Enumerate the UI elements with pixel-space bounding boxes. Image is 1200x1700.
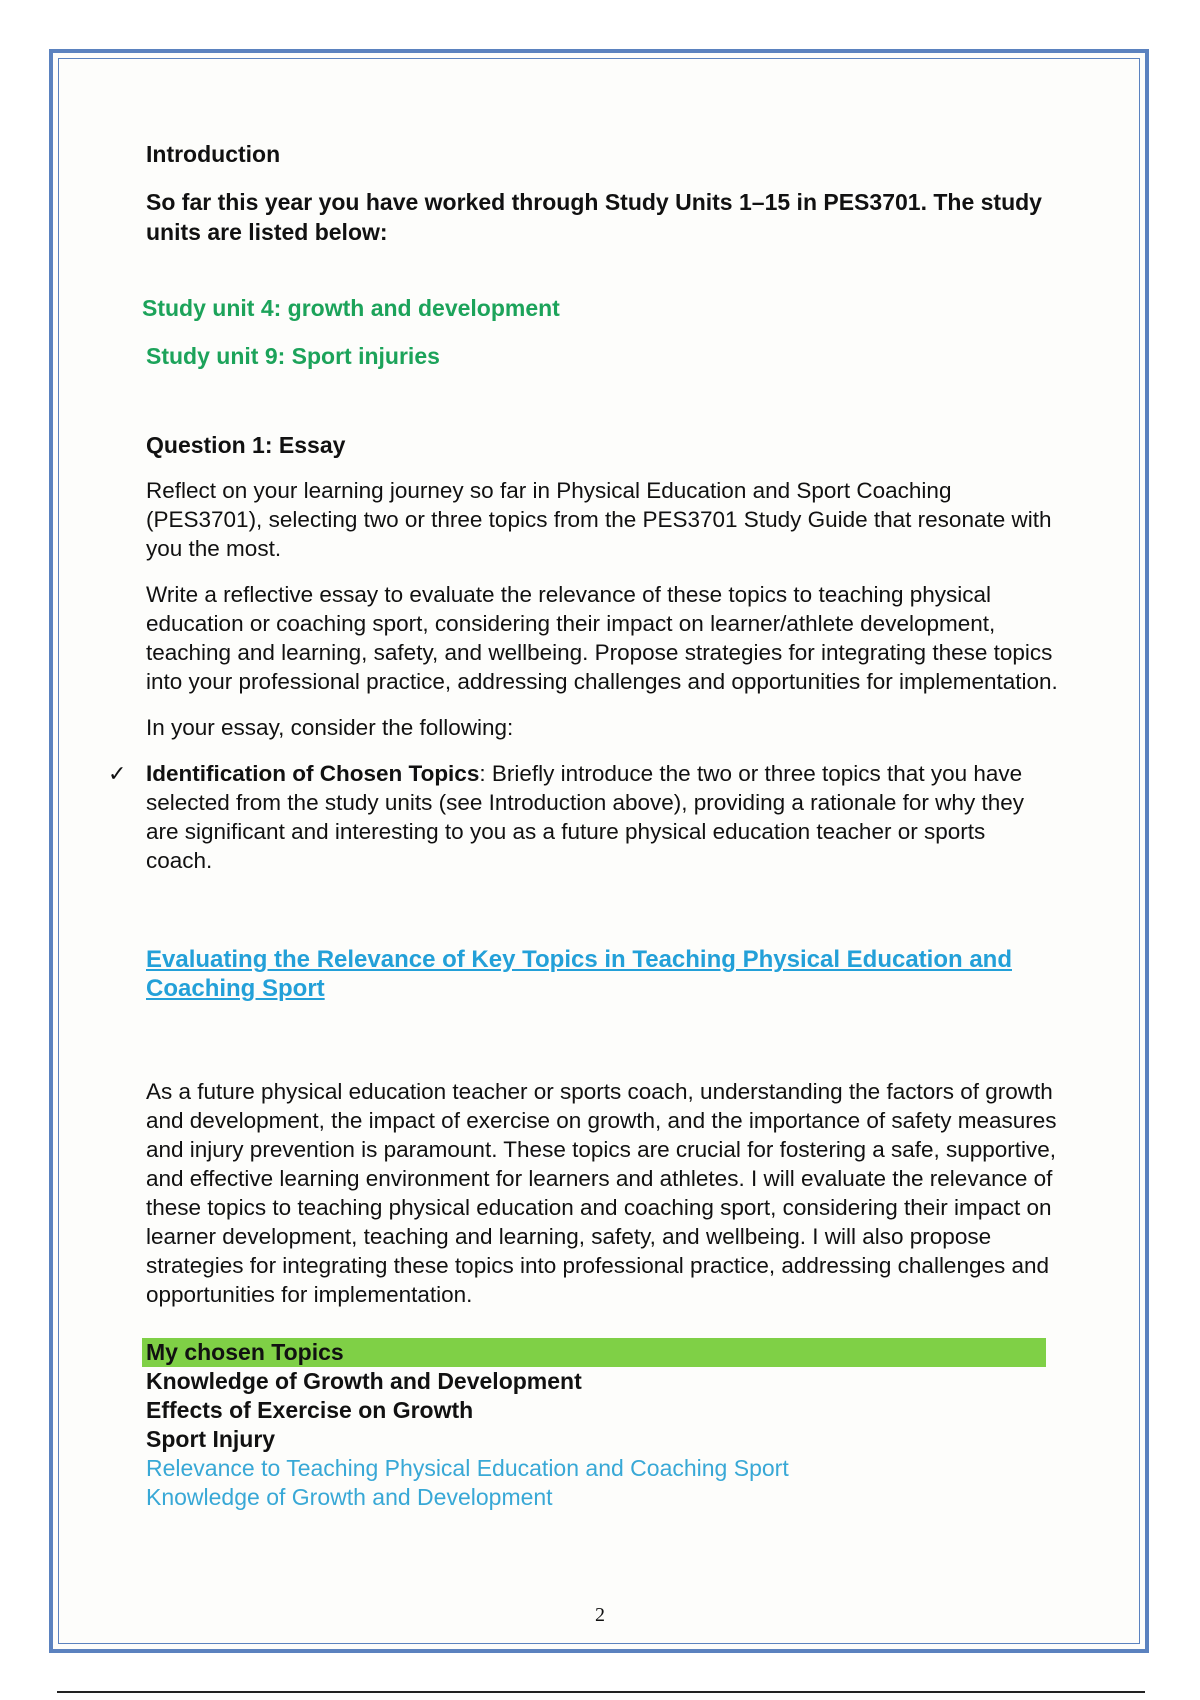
introduction-text: So far this year you have worked through Study Units 1–15 in PES3701. The study units are listed below: bbox=[146, 189, 1042, 245]
checklist-text: : Briefly introduce the two or three topics that you have selected from the study units (see Introduction above), providing a rationale for why they are significant and interesting to you as a future physical education teacher or sports coach. bbox=[146, 761, 1024, 873]
document-body bbox=[108, 140, 1066, 1512]
topic-item: Effects of Exercise on Growth bbox=[146, 1397, 474, 1423]
page-number: 2 bbox=[595, 1604, 605, 1626]
essay-heading-link[interactable]: Evaluating the Relevance of Key Topics in Teaching Physical Education and Coaching Sport bbox=[146, 946, 1012, 1002]
topic-item: Knowledge of Growth and Development bbox=[146, 1368, 582, 1394]
question-paragraph: In your essay, consider the following: bbox=[146, 715, 514, 740]
chosen-topics bbox=[146, 1338, 1066, 1512]
introduction-title: Introduction bbox=[146, 141, 281, 167]
page-separator bbox=[57, 1691, 1145, 1693]
question-paragraph: Write a reflective essay to evaluate the relevance of these topics to teaching physical education or coaching sport, considering their impact on learner/athlete development, teaching and learning, safety, and wellbeing. Propose strategies for integrating these topics into your professional practice, addressing challenges and opportunities for implementation. bbox=[146, 582, 1058, 694]
toc-link-growth[interactable]: Knowledge of Growth and Development bbox=[146, 1484, 553, 1510]
checklist-lead: Identification of Chosen Topics bbox=[146, 761, 480, 786]
study-unit-4: Study unit 4: growth and development bbox=[142, 295, 560, 321]
checklist-item bbox=[108, 759, 1046, 875]
essay-paragraph: As a future physical education teacher or sports coach, understanding the factors of growth and development, the impact of exercise on growth, and the importance of safety measures and injury prevention is paramount. These topics are crucial for fostering a safe, supportive, and effective learning environment for learners and athletes. I will evaluate the relevance of these topics to teaching physical education and coaching sport, considering their impact on learner development, teaching and learning, safety, and wellbeing. I will also propose strategies for integrating these topics into professional practice, addressing challenges and opportunities for implementation. bbox=[146, 1079, 1057, 1307]
topic-item: Sport Injury bbox=[146, 1426, 276, 1452]
study-unit-9: Study unit 9: Sport injuries bbox=[146, 343, 440, 369]
question-paragraph: Reflect on your learning journey so far in Physical Education and Sport Coaching (PES3701), selecting two or three topics from the PES3701 Study Guide that resonate with you the most. bbox=[146, 478, 1052, 561]
chosen-topics-heading: My chosen Topics bbox=[142, 1338, 1046, 1367]
checkmark-icon: ✓ bbox=[108, 761, 127, 786]
toc-link-relevance[interactable]: Relevance to Teaching Physical Education and Coaching Sport bbox=[146, 1455, 789, 1481]
question-title: Question 1: Essay bbox=[146, 432, 346, 458]
